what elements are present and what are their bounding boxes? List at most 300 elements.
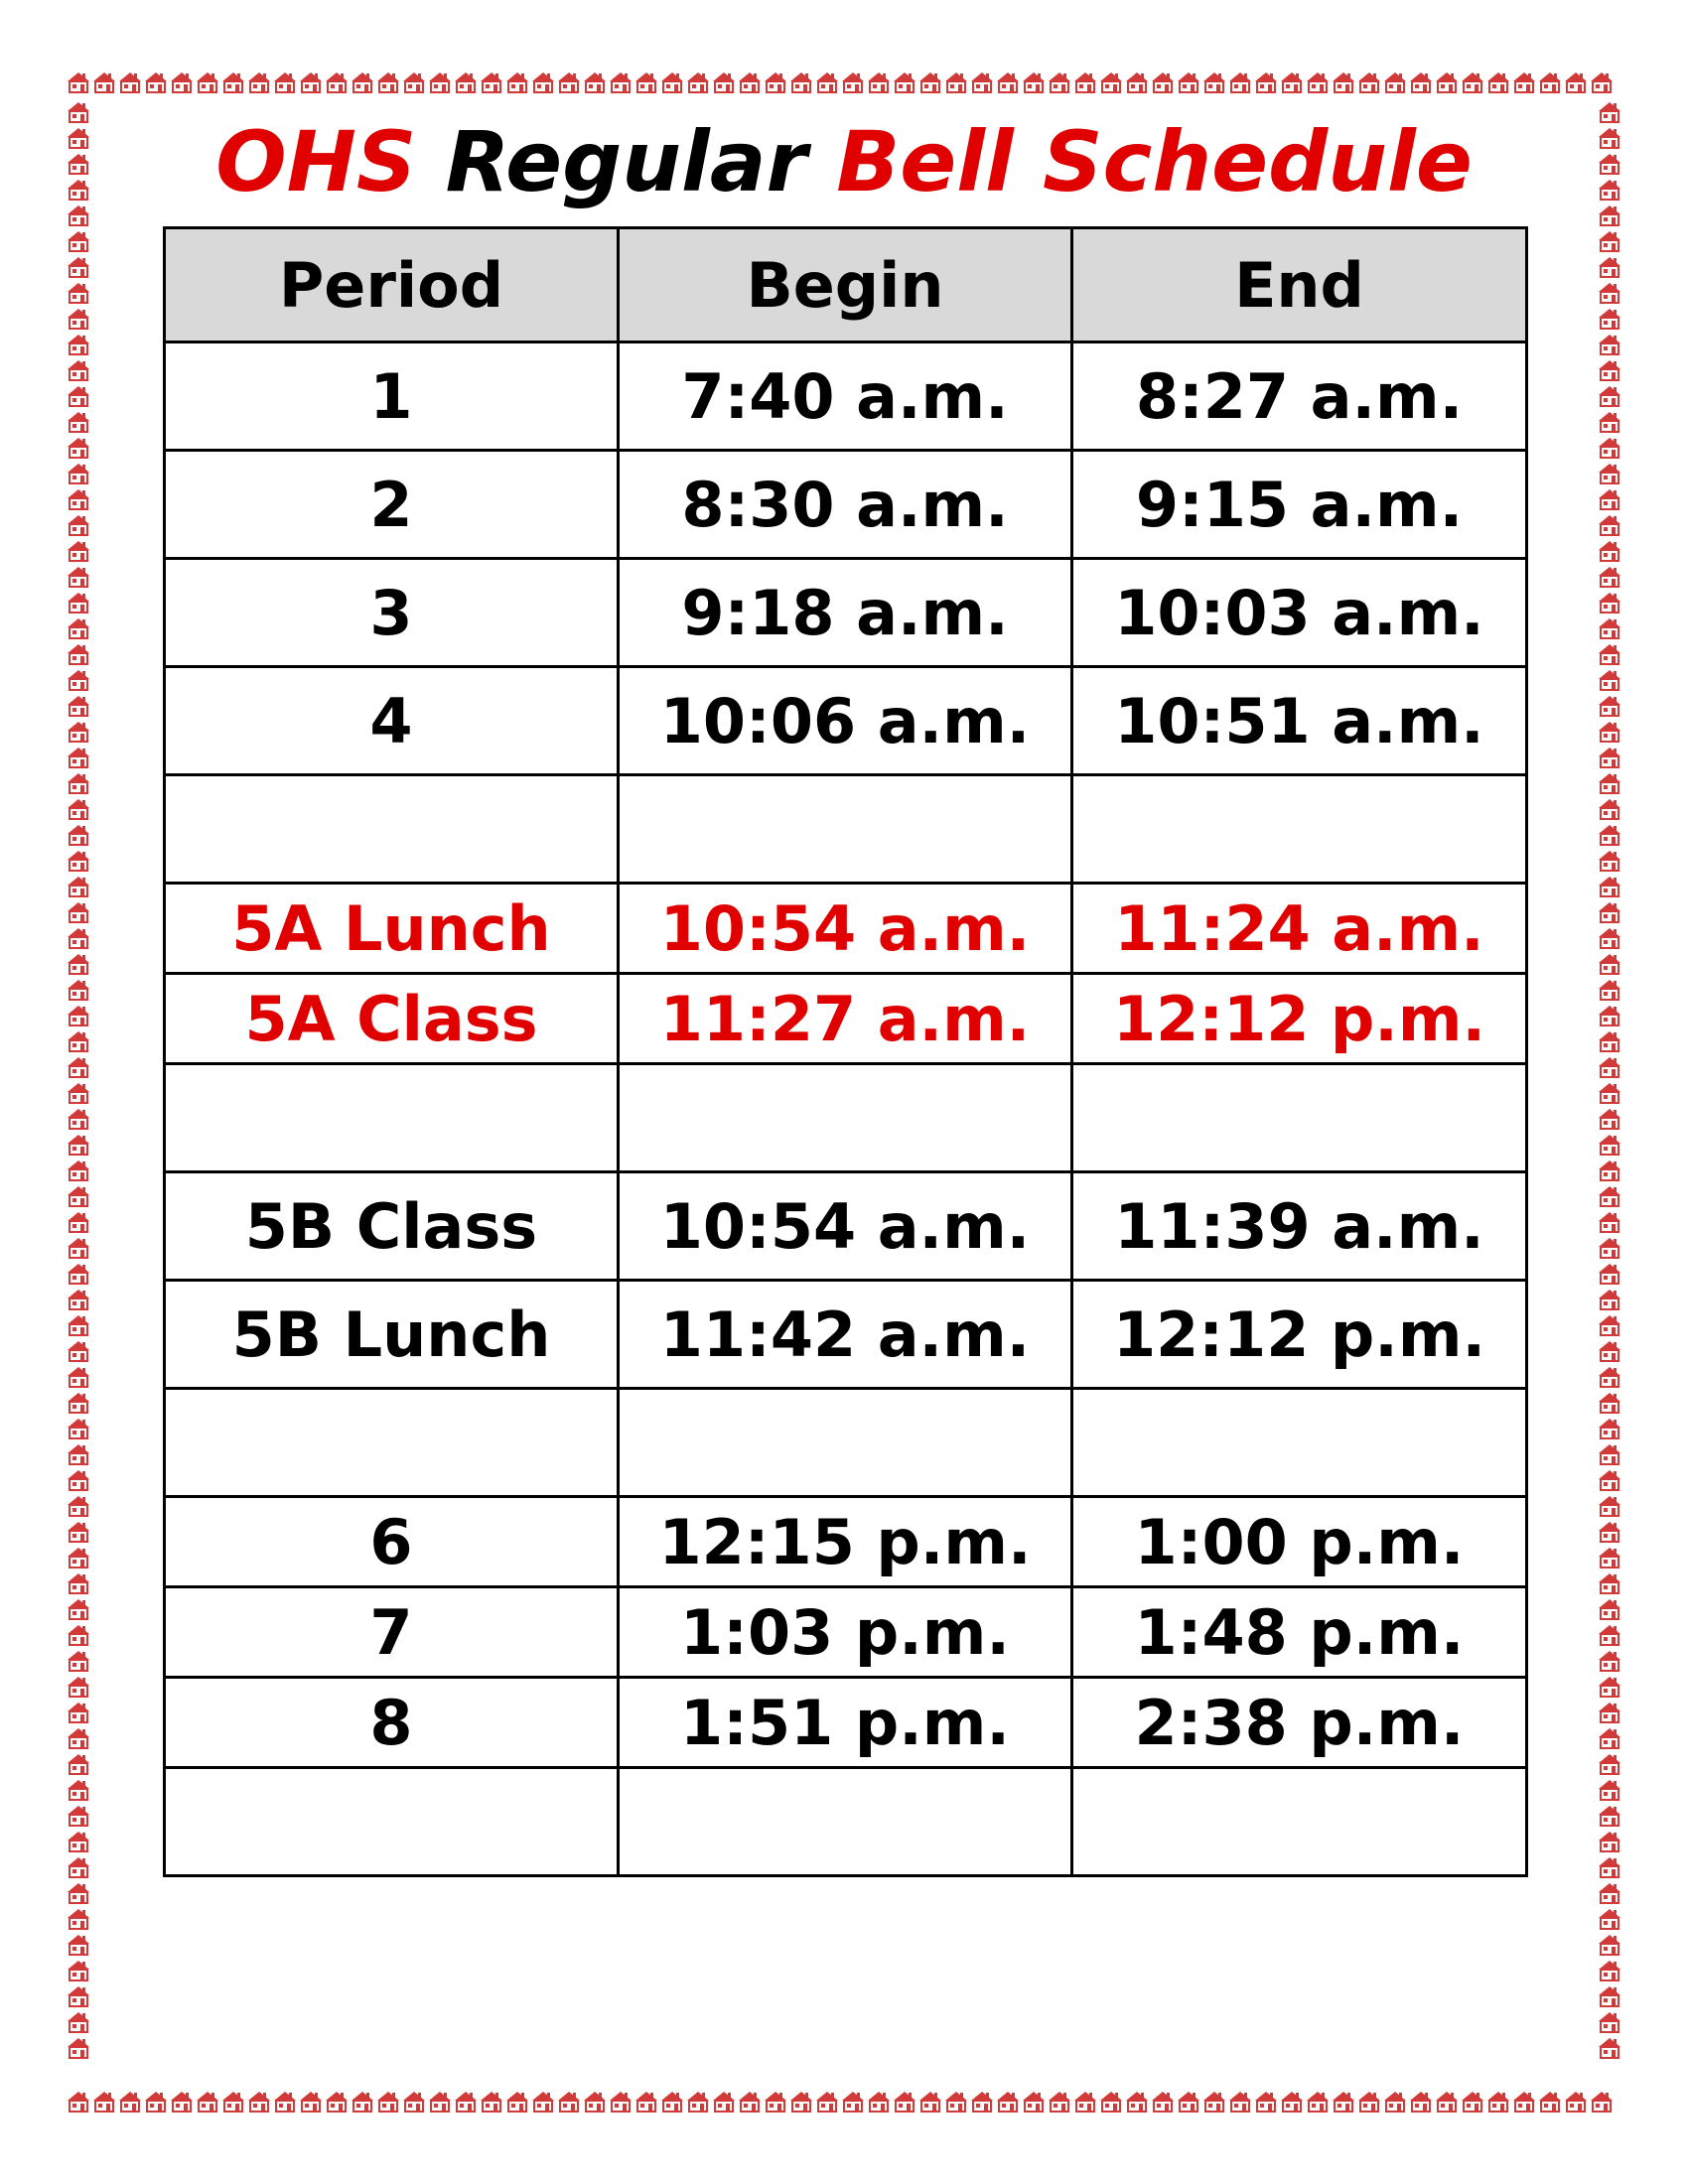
schoolhouse-icon xyxy=(66,1132,91,1158)
schoolhouse-icon xyxy=(1597,280,1622,306)
schoolhouse-icon xyxy=(1537,69,1563,95)
schoolhouse-icon xyxy=(685,69,711,95)
schoolhouse-icon xyxy=(969,2089,995,2115)
schoolhouse-icon xyxy=(1597,1390,1622,1416)
schoolhouse-icon xyxy=(1597,899,1622,925)
schoolhouse-icon xyxy=(840,69,866,95)
schoolhouse-icon xyxy=(66,951,91,977)
period-cell: 1 xyxy=(165,342,619,451)
schoolhouse-icon xyxy=(1597,538,1622,564)
schoolhouse-icon xyxy=(1597,1596,1622,1622)
schoolhouse-icon xyxy=(1597,306,1622,332)
end-cell: 12:12 p.m. xyxy=(1072,974,1527,1064)
schoolhouse-icon xyxy=(195,69,220,95)
schoolhouse-icon xyxy=(1331,69,1356,95)
schoolhouse-icon xyxy=(1597,874,1622,899)
schoolhouse-icon xyxy=(1597,1054,1622,1080)
schoolhouse-icon xyxy=(117,69,143,95)
schoolhouse-icon xyxy=(633,69,659,95)
schoolhouse-icon xyxy=(1597,848,1622,874)
schoolhouse-icon xyxy=(324,69,350,95)
schoolhouse-icon xyxy=(1597,357,1622,383)
schoolhouse-icon xyxy=(350,69,375,95)
begin-cell: 1:03 p.m. xyxy=(619,1587,1072,1678)
schoolhouse-icon xyxy=(1597,1467,1622,1493)
end-cell: 1:48 p.m. xyxy=(1072,1587,1527,1678)
header-end: End xyxy=(1072,228,1527,342)
decorative-border-right xyxy=(1597,99,1622,2085)
schoolhouse-icon xyxy=(298,2089,324,2115)
schoolhouse-icon xyxy=(66,899,91,925)
schoolhouse-icon xyxy=(453,2089,479,2115)
schoolhouse-icon xyxy=(1331,2089,1356,2115)
schoolhouse-icon xyxy=(1253,2089,1279,2115)
schoolhouse-icon xyxy=(66,306,91,332)
end-cell xyxy=(1072,1064,1527,1172)
schoolhouse-icon xyxy=(1597,977,1622,1003)
schoolhouse-icon xyxy=(866,2089,892,2115)
schoolhouse-icon xyxy=(1305,69,1331,95)
table-row xyxy=(165,451,1527,559)
schoolhouse-icon xyxy=(169,69,195,95)
schoolhouse-icon xyxy=(608,2089,633,2115)
schoolhouse-icon xyxy=(1597,1080,1622,1106)
begin-cell: 7:40 a.m. xyxy=(619,342,1072,451)
schoolhouse-icon xyxy=(1597,1235,1622,1261)
schoolhouse-icon xyxy=(1485,2089,1511,2115)
schoolhouse-icon xyxy=(66,1003,91,1028)
decorative-border-bottom xyxy=(66,2089,1622,2115)
schoolhouse-icon xyxy=(943,69,969,95)
schoolhouse-icon xyxy=(1597,1829,1622,1854)
schoolhouse-icon xyxy=(1597,1003,1622,1028)
schoolhouse-icon xyxy=(66,1209,91,1235)
schoolhouse-icon xyxy=(788,69,814,95)
schoolhouse-icon xyxy=(711,2089,737,2115)
schoolhouse-icon xyxy=(66,977,91,1003)
schoolhouse-icon xyxy=(995,69,1021,95)
schoolhouse-icon xyxy=(1098,69,1124,95)
schoolhouse-icon xyxy=(1460,69,1485,95)
table-row xyxy=(165,1172,1527,1281)
begin-cell xyxy=(619,775,1072,884)
schoolhouse-icon xyxy=(1021,2089,1047,2115)
schoolhouse-icon xyxy=(66,1622,91,1648)
begin-cell: 9:18 a.m. xyxy=(619,559,1072,667)
schoolhouse-icon xyxy=(66,1080,91,1106)
schoolhouse-icon xyxy=(1597,383,1622,409)
begin-cell xyxy=(619,1768,1072,1876)
schoolhouse-icon xyxy=(66,796,91,822)
schoolhouse-icon xyxy=(427,2089,453,2115)
page-title xyxy=(159,107,1529,216)
schoolhouse-icon xyxy=(1597,1416,1622,1441)
schoolhouse-icon xyxy=(66,409,91,435)
schoolhouse-icon xyxy=(1382,2089,1408,2115)
schoolhouse-icon xyxy=(66,1700,91,1725)
begin-cell xyxy=(619,1064,1072,1172)
schoolhouse-icon xyxy=(1511,69,1537,95)
schoolhouse-icon xyxy=(814,2089,840,2115)
table-row-empty xyxy=(165,1064,1527,1172)
period-cell: 4 xyxy=(165,667,619,775)
schoolhouse-icon xyxy=(66,1932,91,1958)
table-row xyxy=(165,1587,1527,1678)
schoolhouse-icon xyxy=(66,1519,91,1545)
period-cell: 3 xyxy=(165,559,619,667)
begin-cell: 10:54 a.m. xyxy=(619,884,1072,974)
schoolhouse-icon xyxy=(169,2089,195,2115)
schoolhouse-icon xyxy=(1597,1932,1622,1958)
table-row xyxy=(165,1497,1527,1587)
schoolhouse-icon xyxy=(1072,69,1098,95)
schoolhouse-icon xyxy=(1124,2089,1150,2115)
schoolhouse-icon xyxy=(375,2089,401,2115)
schoolhouse-icon xyxy=(1597,1674,1622,1700)
table-row xyxy=(165,559,1527,667)
schoolhouse-icon xyxy=(1589,2089,1615,2115)
schoolhouse-icon xyxy=(66,1545,91,1570)
schoolhouse-icon xyxy=(66,280,91,306)
decorative-border-left xyxy=(66,99,91,2085)
schoolhouse-icon xyxy=(1597,590,1622,615)
schoolhouse-icon xyxy=(1597,615,1622,641)
schoolhouse-icon xyxy=(1253,69,1279,95)
schoolhouse-icon xyxy=(1279,2089,1305,2115)
schoolhouse-icon xyxy=(995,2089,1021,2115)
schoolhouse-icon xyxy=(1597,125,1622,151)
table-row-empty xyxy=(165,1768,1527,1876)
schoolhouse-icon xyxy=(1597,177,1622,203)
schoolhouse-icon xyxy=(91,69,117,95)
period-cell xyxy=(165,1064,619,1172)
schoolhouse-icon xyxy=(556,2089,582,2115)
schoolhouse-icon xyxy=(66,1725,91,1751)
table-row-empty xyxy=(165,1389,1527,1497)
period-cell: 5B Lunch xyxy=(165,1281,619,1389)
schoolhouse-icon xyxy=(66,151,91,177)
schoolhouse-icon xyxy=(66,590,91,615)
schoolhouse-icon xyxy=(608,69,633,95)
schoolhouse-icon xyxy=(66,512,91,538)
schoolhouse-icon xyxy=(1597,1751,1622,1777)
schoolhouse-icon xyxy=(1201,69,1227,95)
table-row xyxy=(165,1281,1527,1389)
period-cell xyxy=(165,1389,619,1497)
schoolhouse-icon xyxy=(1021,69,1047,95)
schoolhouse-icon xyxy=(1597,435,1622,461)
schoolhouse-icon xyxy=(711,69,737,95)
schoolhouse-icon xyxy=(66,1570,91,1596)
schoolhouse-icon xyxy=(1597,1880,1622,1906)
schoolhouse-icon xyxy=(1150,2089,1176,2115)
schoolhouse-icon xyxy=(917,2089,943,2115)
schoolhouse-icon xyxy=(582,2089,608,2115)
schoolhouse-icon xyxy=(401,69,427,95)
begin-cell: 10:06 a.m. xyxy=(619,667,1072,775)
schoolhouse-icon xyxy=(66,332,91,357)
schoolhouse-icon xyxy=(1098,2089,1124,2115)
schoolhouse-icon xyxy=(1597,1493,1622,1519)
title-label: Bell Schedule xyxy=(836,113,1473,210)
schoolhouse-icon xyxy=(66,2089,91,2115)
schoolhouse-icon xyxy=(66,383,91,409)
schoolhouse-icon xyxy=(246,69,272,95)
schoolhouse-icon xyxy=(1597,1648,1622,1674)
schoolhouse-icon xyxy=(1460,2089,1485,2115)
schoolhouse-icon xyxy=(298,69,324,95)
schoolhouse-icon xyxy=(1597,461,1622,486)
schoolhouse-icon xyxy=(66,1338,91,1364)
period-cell: 7 xyxy=(165,1587,619,1678)
schoolhouse-icon xyxy=(66,1106,91,1132)
schoolhouse-icon xyxy=(1072,2089,1098,2115)
schoolhouse-icon xyxy=(1597,1338,1622,1364)
end-cell: 11:39 a.m. xyxy=(1072,1172,1527,1281)
schoolhouse-icon xyxy=(1434,69,1460,95)
schoolhouse-icon xyxy=(66,1441,91,1467)
schoolhouse-icon xyxy=(1597,1622,1622,1648)
schoolhouse-icon xyxy=(1597,1132,1622,1158)
schoolhouse-icon xyxy=(1356,2089,1382,2115)
schoolhouse-icon xyxy=(66,1416,91,1441)
schoolhouse-icon xyxy=(1597,151,1622,177)
schoolhouse-icon xyxy=(66,1183,91,1209)
end-cell: 12:12 p.m. xyxy=(1072,1281,1527,1389)
schoolhouse-icon xyxy=(1597,203,1622,228)
schoolhouse-icon xyxy=(737,2089,763,2115)
schoolhouse-icon xyxy=(66,486,91,512)
schoolhouse-icon xyxy=(272,69,298,95)
schoolhouse-icon xyxy=(66,1493,91,1519)
schoolhouse-icon xyxy=(1597,486,1622,512)
schoolhouse-icon xyxy=(1597,1261,1622,1287)
schoolhouse-icon xyxy=(866,69,892,95)
schoolhouse-icon xyxy=(840,2089,866,2115)
schoolhouse-icon xyxy=(1563,69,1589,95)
schoolhouse-icon xyxy=(556,69,582,95)
schoolhouse-icon xyxy=(66,1983,91,2009)
schoolhouse-icon xyxy=(66,1261,91,1287)
schoolhouse-icon xyxy=(66,822,91,848)
schoolhouse-icon xyxy=(633,2089,659,2115)
schoolhouse-icon xyxy=(66,1777,91,1803)
schoolhouse-icon xyxy=(1356,69,1382,95)
schoolhouse-icon xyxy=(504,2089,530,2115)
schoolhouse-icon xyxy=(66,770,91,796)
schoolhouse-icon xyxy=(272,2089,298,2115)
schoolhouse-icon xyxy=(479,69,504,95)
schoolhouse-icon xyxy=(1279,69,1305,95)
schoolhouse-icon xyxy=(66,1958,91,1983)
schoolhouse-icon xyxy=(1382,69,1408,95)
schoolhouse-icon xyxy=(1597,1958,1622,1983)
title-school: OHS xyxy=(215,113,417,210)
table-header-row xyxy=(165,228,1527,342)
schoolhouse-icon xyxy=(1176,69,1201,95)
schoolhouse-icon xyxy=(66,1906,91,1932)
schoolhouse-icon xyxy=(66,99,91,125)
schoolhouse-icon xyxy=(375,69,401,95)
schoolhouse-icon xyxy=(1511,2089,1537,2115)
schoolhouse-icon xyxy=(1597,822,1622,848)
schoolhouse-icon xyxy=(1597,1803,1622,1829)
schoolhouse-icon xyxy=(892,69,917,95)
period-cell: 2 xyxy=(165,451,619,559)
schoolhouse-icon xyxy=(917,69,943,95)
end-cell: 10:03 a.m. xyxy=(1072,559,1527,667)
schoolhouse-icon xyxy=(479,2089,504,2115)
end-cell: 9:15 a.m. xyxy=(1072,451,1527,559)
period-cell xyxy=(165,775,619,884)
period-cell: 5B Class xyxy=(165,1172,619,1281)
schoolhouse-icon xyxy=(117,2089,143,2115)
schoolhouse-icon xyxy=(66,1158,91,1183)
schoolhouse-icon xyxy=(143,2089,169,2115)
schoolhouse-icon xyxy=(143,69,169,95)
end-cell: 10:51 a.m. xyxy=(1072,667,1527,775)
schoolhouse-icon xyxy=(1047,69,1072,95)
header-begin: Begin xyxy=(619,228,1072,342)
schoolhouse-icon xyxy=(1597,1700,1622,1725)
begin-cell: 11:27 a.m. xyxy=(619,974,1072,1064)
schoolhouse-icon xyxy=(66,641,91,667)
period-cell xyxy=(165,1768,619,1876)
begin-cell: 1:51 p.m. xyxy=(619,1678,1072,1768)
schoolhouse-icon xyxy=(1597,1312,1622,1338)
schoolhouse-icon xyxy=(427,69,453,95)
table-row-highlighted xyxy=(165,974,1527,1064)
schoolhouse-icon xyxy=(1305,2089,1331,2115)
schoolhouse-icon xyxy=(1597,1906,1622,1932)
schoolhouse-icon xyxy=(401,2089,427,2115)
schoolhouse-icon xyxy=(66,461,91,486)
end-cell xyxy=(1072,1389,1527,1497)
schoolhouse-icon xyxy=(1597,1364,1622,1390)
schoolhouse-icon xyxy=(220,2089,246,2115)
schoolhouse-icon xyxy=(1597,951,1622,977)
table-row xyxy=(165,1678,1527,1768)
schoolhouse-icon xyxy=(1597,254,1622,280)
schoolhouse-icon xyxy=(66,1364,91,1390)
schoolhouse-icon xyxy=(943,2089,969,2115)
schoolhouse-icon xyxy=(1201,2089,1227,2115)
schoolhouse-icon xyxy=(1227,2089,1253,2115)
end-cell: 8:27 a.m. xyxy=(1072,342,1527,451)
schoolhouse-icon xyxy=(1597,1441,1622,1467)
end-cell xyxy=(1072,775,1527,884)
schoolhouse-icon xyxy=(1563,2089,1589,2115)
schoolhouse-icon xyxy=(66,2035,91,2061)
schoolhouse-icon xyxy=(1597,2035,1622,2061)
schoolhouse-icon xyxy=(1597,1983,1622,2009)
begin-cell: 12:15 p.m. xyxy=(619,1497,1072,1587)
schoolhouse-icon xyxy=(1597,770,1622,796)
schoolhouse-icon xyxy=(1150,69,1176,95)
schoolhouse-icon xyxy=(1408,69,1434,95)
bell-schedule-table xyxy=(163,226,1528,1877)
schoolhouse-icon xyxy=(659,2089,685,2115)
schoolhouse-icon xyxy=(788,2089,814,2115)
schoolhouse-icon xyxy=(1597,925,1622,951)
schoolhouse-icon xyxy=(737,69,763,95)
schoolhouse-icon xyxy=(66,203,91,228)
schoolhouse-icon xyxy=(1589,69,1615,95)
schoolhouse-icon xyxy=(66,435,91,461)
table-row-empty xyxy=(165,775,1527,884)
schoolhouse-icon xyxy=(763,69,788,95)
schoolhouse-icon xyxy=(66,1390,91,1416)
schoolhouse-icon xyxy=(66,1054,91,1080)
schoolhouse-icon xyxy=(66,1467,91,1493)
schoolhouse-icon xyxy=(66,2009,91,2035)
title-schedule-type: Regular xyxy=(445,113,807,210)
schoolhouse-icon xyxy=(659,69,685,95)
period-cell: 5A Class xyxy=(165,974,619,1064)
schoolhouse-icon xyxy=(66,1829,91,1854)
schoolhouse-icon xyxy=(66,1287,91,1312)
schoolhouse-icon xyxy=(66,1028,91,1054)
schoolhouse-icon xyxy=(350,2089,375,2115)
table-row xyxy=(165,667,1527,775)
schoolhouse-icon xyxy=(1597,1158,1622,1183)
begin-cell xyxy=(619,1389,1072,1497)
begin-cell: 8:30 a.m. xyxy=(619,451,1072,559)
schoolhouse-icon xyxy=(324,2089,350,2115)
table-row-highlighted xyxy=(165,884,1527,974)
schoolhouse-icon xyxy=(66,745,91,770)
schoolhouse-icon xyxy=(1227,69,1253,95)
schoolhouse-icon xyxy=(1537,2089,1563,2115)
schoolhouse-icon xyxy=(1597,1209,1622,1235)
schoolhouse-icon xyxy=(246,2089,272,2115)
period-cell: 5A Lunch xyxy=(165,884,619,974)
schoolhouse-icon xyxy=(66,1235,91,1261)
schoolhouse-icon xyxy=(66,1880,91,1906)
schoolhouse-icon xyxy=(66,615,91,641)
schoolhouse-icon xyxy=(1597,1106,1622,1132)
end-cell: 1:00 p.m. xyxy=(1072,1497,1527,1587)
schoolhouse-icon xyxy=(66,925,91,951)
schoolhouse-icon xyxy=(220,69,246,95)
schoolhouse-icon xyxy=(66,69,91,95)
period-cell: 8 xyxy=(165,1678,619,1768)
header-period: Period xyxy=(165,228,619,342)
schoolhouse-icon xyxy=(66,1648,91,1674)
schoolhouse-icon xyxy=(1597,719,1622,745)
schoolhouse-icon xyxy=(1597,1777,1622,1803)
schoolhouse-icon xyxy=(66,564,91,590)
schoolhouse-icon xyxy=(1124,69,1150,95)
schoolhouse-icon xyxy=(1597,1287,1622,1312)
schoolhouse-icon xyxy=(1485,69,1511,95)
schoolhouse-icon xyxy=(1597,796,1622,822)
schoolhouse-icon xyxy=(1597,99,1622,125)
end-cell: 11:24 a.m. xyxy=(1072,884,1527,974)
period-cell: 6 xyxy=(165,1497,619,1587)
schoolhouse-icon xyxy=(1597,1519,1622,1545)
end-cell xyxy=(1072,1768,1527,1876)
begin-cell: 10:54 a.m. xyxy=(619,1172,1072,1281)
schoolhouse-icon xyxy=(66,538,91,564)
schoolhouse-icon xyxy=(195,2089,220,2115)
schoolhouse-icon xyxy=(66,667,91,693)
schoolhouse-icon xyxy=(66,1312,91,1338)
begin-cell: 11:42 a.m. xyxy=(619,1281,1072,1389)
schoolhouse-icon xyxy=(582,69,608,95)
schoolhouse-icon xyxy=(969,69,995,95)
schoolhouse-icon xyxy=(530,2089,556,2115)
